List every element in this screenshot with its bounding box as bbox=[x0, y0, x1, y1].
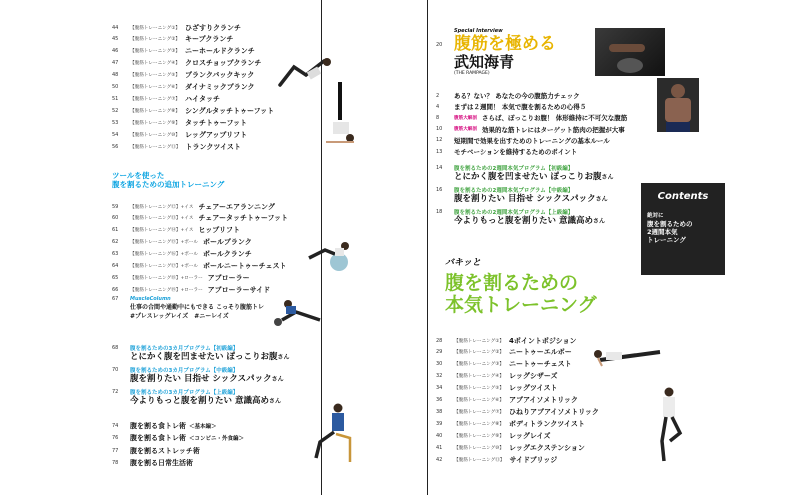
program-title: 今よりもっと腹を割りたい 意識高め bbox=[454, 216, 593, 226]
list-item[interactable] bbox=[112, 261, 286, 272]
item-name: サイドブリッジ bbox=[509, 455, 558, 464]
page-number: 50 bbox=[112, 84, 119, 90]
interview-title: 腹筋を極める bbox=[454, 34, 556, 54]
page-number: 13 bbox=[436, 148, 443, 155]
page-number: 42 bbox=[436, 456, 443, 463]
program-label: 腹を割るための3カ月プログラム【上級編】 bbox=[130, 390, 239, 396]
program-title-suffix: さん bbox=[277, 354, 290, 361]
list-item[interactable] bbox=[436, 418, 585, 429]
page-number: 54 bbox=[112, 131, 119, 138]
athlete-ab-roller-figure bbox=[268, 294, 328, 328]
program-title: 腹を割りたい 目指せ シックスパック bbox=[454, 194, 596, 204]
list-item[interactable] bbox=[112, 433, 244, 444]
program-title: 今よりもっと腹を割りたい 意識高め bbox=[130, 396, 269, 406]
list-item[interactable] bbox=[112, 22, 241, 33]
item-tag: 【腹筋トレーニング⑨】 bbox=[130, 120, 180, 126]
list-item[interactable] bbox=[112, 284, 270, 295]
item-name: レッグシザーズ bbox=[508, 372, 558, 381]
page-number: 28 bbox=[436, 337, 443, 344]
page-number: 56 bbox=[112, 143, 119, 150]
program-title: 腹を割りたい 目指せ シックスパック bbox=[130, 374, 272, 384]
item-name: ヒップリフト bbox=[198, 226, 240, 235]
page-number: 4 bbox=[436, 103, 440, 110]
item-name: ダイナミックプランク bbox=[184, 83, 255, 91]
item-name: レッグツイスト bbox=[508, 384, 558, 393]
page-number: 76 bbox=[112, 435, 119, 441]
page-number: 51 bbox=[112, 95, 119, 102]
page-number: 72 bbox=[112, 389, 119, 395]
item-name: ニーホールドクランチ bbox=[184, 47, 255, 56]
page-number: 16 bbox=[436, 187, 443, 193]
item-name: ボールプランク bbox=[202, 238, 252, 247]
item-tag: 腹筋大解剖 bbox=[454, 115, 477, 121]
item-tag: 【腹筋トレーニング⑯】+ボール bbox=[130, 252, 198, 258]
contents-box: Contents 絶対に 腹を割るための 2週間本気 トレーニング bbox=[641, 183, 725, 275]
page-number: 32 bbox=[436, 373, 443, 380]
list-item[interactable] bbox=[436, 90, 580, 101]
list-item[interactable] bbox=[112, 420, 217, 431]
page-number: 12 bbox=[436, 137, 443, 144]
item-name: レッグレイズ bbox=[508, 431, 551, 440]
item-tag: 【腹筋トレーニング⑬】+イス bbox=[130, 216, 194, 222]
item-tag: 【腹筋トレーニング④】 bbox=[130, 61, 180, 67]
program-title-suffix: さん bbox=[592, 218, 605, 225]
page-number: 77 bbox=[112, 447, 119, 454]
item-tag: 【腹筋トレーニング⑭】+イス bbox=[130, 228, 194, 234]
page-number: 29 bbox=[436, 349, 443, 356]
item-name: ボールクランチ bbox=[202, 250, 252, 259]
item-name: 腹を割る食トレ術 bbox=[130, 421, 186, 430]
list-item[interactable] bbox=[436, 395, 578, 406]
item-tag: 【腹筋トレーニング④】 bbox=[454, 374, 504, 380]
item-tag: 【腹筋トレーニング⑤】 bbox=[454, 386, 504, 392]
item-name: 腹を割る日常生活術 bbox=[130, 459, 193, 467]
item-name: キープクランチ bbox=[184, 35, 234, 44]
item-tag: 【腹筋トレーニング②】 bbox=[130, 37, 180, 43]
athlete-standing-kick-figure bbox=[652, 385, 686, 463]
page-number: 66 bbox=[112, 286, 119, 293]
item-tag: 【腹筋トレーニング⑦】 bbox=[454, 409, 504, 415]
item-tag: 【腹筋トレーニング②】 bbox=[454, 350, 504, 356]
program-title: とにかく腹を凹ませたい ぽっこりお腹 bbox=[130, 352, 278, 362]
list-item[interactable] bbox=[112, 445, 200, 456]
page-number: 48 bbox=[112, 72, 119, 79]
item-tag: 腹筋大解剖 bbox=[454, 127, 477, 133]
page-number: 8 bbox=[436, 114, 440, 121]
list-item[interactable] bbox=[436, 406, 599, 417]
list-item[interactable] bbox=[436, 101, 586, 112]
item-tag: 【腹筋トレーニング⑱】+ローラー bbox=[130, 275, 203, 281]
item-name: アブローラー bbox=[207, 273, 250, 282]
list-item[interactable] bbox=[112, 129, 247, 140]
program-label: 腹を割るための2週間本気プログラム【初級編】 bbox=[454, 166, 574, 172]
program-label: 腹を割るための3カ月プログラム【初級編】 bbox=[130, 346, 239, 352]
list-item[interactable] bbox=[436, 135, 610, 146]
list-item[interactable] bbox=[436, 112, 627, 123]
page-number: 34 bbox=[436, 385, 443, 392]
list-item[interactable] bbox=[112, 58, 261, 69]
page-number: 40 bbox=[436, 432, 443, 439]
program-label: 腹を割るための3カ月プログラム【中級編】 bbox=[130, 368, 239, 374]
list-item[interactable] bbox=[436, 347, 572, 358]
page-number: 45 bbox=[112, 36, 119, 43]
item-tag: 【腹筋トレーニング①】 bbox=[454, 338, 504, 344]
item-name: プランクバックキック bbox=[184, 71, 255, 80]
program-label: 腹を割るための2週間本気プログラム【中級編】 bbox=[454, 188, 574, 194]
page-number: 14 bbox=[436, 165, 443, 171]
item-tag: 【腹筋トレーニング①】 bbox=[130, 25, 180, 31]
page-number: 18 bbox=[436, 209, 443, 215]
item-text: 短期間で効果を出すためのトレーニングの基本ルール bbox=[454, 136, 610, 145]
item-tag: 【腹筋トレーニング⑧】 bbox=[130, 108, 180, 114]
program-item[interactable] bbox=[112, 388, 281, 407]
program-label: 腹を割るための2週間本気プログラム【上級編】 bbox=[454, 210, 574, 216]
list-item[interactable] bbox=[112, 237, 252, 248]
item-name: ひざすりクランチ bbox=[184, 23, 241, 32]
page-number: 62 bbox=[112, 239, 119, 246]
page-number: 44 bbox=[112, 24, 119, 31]
item-tag: 【腹筋トレーニング⑪】 bbox=[130, 144, 181, 150]
list-item[interactable] bbox=[112, 458, 193, 469]
item-name: シングルタッチトゥーフット bbox=[184, 106, 275, 115]
list-item[interactable] bbox=[112, 225, 240, 236]
page-number: 78 bbox=[112, 460, 119, 466]
item-name: トランクツイスト bbox=[185, 142, 241, 151]
item-name: ハイタッチ bbox=[184, 94, 220, 103]
list-item[interactable] bbox=[112, 117, 247, 128]
main-heading: バキッと 腹を割るための 本気トレーニング bbox=[445, 258, 597, 316]
item-name: ニートゥーエルボー bbox=[508, 348, 572, 357]
item-name: チェアーエアランニング bbox=[198, 202, 275, 211]
item-name: ひねりアブアイソメトリック bbox=[508, 407, 599, 416]
item-tag: 【腹筋トレーニング⑦】 bbox=[130, 96, 180, 102]
list-item[interactable] bbox=[112, 93, 220, 104]
item-name: チェアータッチトゥーフット bbox=[198, 214, 289, 223]
item-name: クロスチョップクランチ bbox=[184, 59, 262, 68]
page-number: 59 bbox=[112, 203, 119, 210]
page-number: 10 bbox=[436, 126, 443, 133]
athlete-chair-figure bbox=[310, 402, 356, 464]
item-name: アブアイソメトリック bbox=[508, 396, 578, 404]
interview-photo-portrait bbox=[657, 78, 699, 132]
item-name: タッチトゥーフット bbox=[184, 118, 247, 127]
list-item[interactable] bbox=[436, 335, 577, 346]
list-item[interactable] bbox=[112, 82, 255, 93]
page-number: 70 bbox=[112, 367, 119, 373]
program-title-suffix: さん bbox=[268, 398, 281, 405]
program-item[interactable] bbox=[436, 164, 613, 183]
page-number: 64 bbox=[112, 263, 119, 269]
page-number: 60 bbox=[112, 215, 119, 222]
list-item[interactable] bbox=[436, 442, 585, 453]
item-tag: 【腹筋トレーニング⑤】 bbox=[130, 73, 180, 79]
program-title-suffix: さん bbox=[601, 174, 614, 181]
athlete-plank-figure bbox=[590, 340, 670, 368]
page-number: 46 bbox=[112, 48, 119, 55]
list-item[interactable] bbox=[112, 201, 275, 212]
list-item[interactable] bbox=[112, 34, 233, 45]
page-number: 36 bbox=[436, 397, 443, 403]
item-name: 腹を割るストレッチ術 bbox=[130, 446, 200, 455]
item-tag: 【腹筋トレーニング⑩】 bbox=[130, 132, 180, 138]
item-tag: 【腹筋トレーニング⑥】 bbox=[454, 398, 504, 403]
item-tag: 【腹筋トレーニング⑪】 bbox=[454, 457, 505, 463]
list-item[interactable] bbox=[112, 272, 250, 283]
program-item[interactable] bbox=[112, 366, 284, 385]
item-text: ある？ない？ あなたの今の腹筋力チェック bbox=[454, 92, 580, 100]
tool-heading: ツールを使った 腹を割るための追加トレーニング bbox=[112, 171, 225, 189]
athlete-leg-up-figure bbox=[320, 80, 360, 152]
page-number: 41 bbox=[436, 444, 443, 451]
item-tag: 【腹筋トレーニング⑲】+ローラー bbox=[130, 287, 203, 293]
item-name: レッグエクステンション bbox=[508, 443, 585, 452]
item-text: 効果的な筋トレにはターゲット筋肉の把握が大事 bbox=[481, 125, 625, 134]
item-name: 腹を割る食トレ術 bbox=[130, 434, 186, 442]
list-item[interactable] bbox=[436, 371, 558, 382]
item-tag: 【腹筋トレーニング⑨】 bbox=[454, 433, 504, 439]
page-number: 74 bbox=[112, 422, 119, 429]
list-item[interactable] bbox=[436, 146, 577, 157]
item-tag: 【腹筋トレーニング⑫】+イス bbox=[130, 204, 194, 210]
page-number: 39 bbox=[436, 420, 443, 427]
page-number: 53 bbox=[112, 119, 119, 126]
item-name: アブローラーサイド bbox=[207, 285, 271, 294]
program-item[interactable] bbox=[112, 344, 289, 363]
page-number: 52 bbox=[112, 107, 119, 114]
page-number: 65 bbox=[112, 274, 119, 281]
page-number: 63 bbox=[112, 251, 119, 258]
interview-block: 20 Special Interview 腹筋を極める 武知海青 (THE RAMPAGE) bbox=[436, 28, 556, 76]
item-tag: 【腹筋トレーニング⑮】+ボール bbox=[130, 240, 198, 246]
page-number: 68 bbox=[112, 345, 119, 351]
list-item[interactable] bbox=[112, 70, 254, 81]
list-item[interactable] bbox=[436, 124, 625, 135]
item-text: モチベーションを維持するためのポイント bbox=[454, 148, 578, 156]
list-item[interactable] bbox=[112, 141, 241, 152]
item-tag: 【腹筋トレーニング③】 bbox=[130, 49, 180, 55]
item-tag: 【腹筋トレーニング⑥】 bbox=[130, 85, 180, 90]
item-tag: 【腹筋トレーニング⑰】+ボール bbox=[130, 264, 198, 269]
item-sub: ＜コンビニ・外食編＞ bbox=[189, 436, 245, 442]
page-number: 38 bbox=[436, 408, 443, 415]
item-name: レッグアップリフト bbox=[184, 130, 248, 139]
page-number: 61 bbox=[112, 227, 119, 234]
page-number: 30 bbox=[436, 361, 443, 368]
list-item[interactable] bbox=[436, 359, 572, 370]
interview-photo-top bbox=[595, 28, 665, 76]
program-title: とにかく腹を凹ませたい ぽっこりお腹 bbox=[454, 172, 602, 182]
program-item[interactable] bbox=[436, 208, 605, 227]
item-tag: 【腹筋トレーニング③】 bbox=[454, 362, 504, 368]
interview-name: 武知海青 bbox=[454, 53, 515, 71]
program-title-suffix: さん bbox=[595, 196, 608, 203]
item-sub: ＜基本編＞ bbox=[189, 423, 217, 430]
list-item[interactable] bbox=[436, 454, 557, 465]
item-name: ニートゥーチェスト bbox=[508, 360, 572, 369]
list-item[interactable] bbox=[436, 383, 557, 394]
list-item[interactable] bbox=[436, 430, 550, 441]
page-number: 2 bbox=[436, 92, 440, 99]
item-name: ボールニートゥーチェスト bbox=[202, 262, 287, 270]
program-item[interactable] bbox=[436, 186, 608, 205]
list-item[interactable] bbox=[112, 249, 252, 260]
center-gutter-line bbox=[427, 0, 428, 495]
item-text: さらば、ぽっこりお腹！ 体形維持に不可欠な腹筋 bbox=[481, 114, 628, 123]
list-item[interactable] bbox=[112, 213, 288, 224]
muscle-column: 67 MuscleColumn 仕事の合間や通勤中にもできる こっそり腹筋トレ #プレスレッグレイズ #ニーレイズ bbox=[112, 296, 264, 320]
program-title-suffix: さん bbox=[271, 376, 284, 383]
athlete-ball-crunch-figure bbox=[305, 232, 361, 272]
item-name: 4ポイントポジション bbox=[508, 336, 577, 345]
list-item[interactable] bbox=[112, 46, 255, 57]
list-item[interactable] bbox=[112, 105, 274, 116]
item-tag: 【腹筋トレーニング⑧】 bbox=[454, 421, 504, 427]
page-number: 47 bbox=[112, 60, 119, 67]
item-text: まずは２週間！ 本気で腹を割るための心得５ bbox=[454, 103, 587, 112]
item-name: ボディトランクツイスト bbox=[508, 419, 585, 428]
item-tag: 【腹筋トレーニング⑩】 bbox=[454, 445, 504, 451]
